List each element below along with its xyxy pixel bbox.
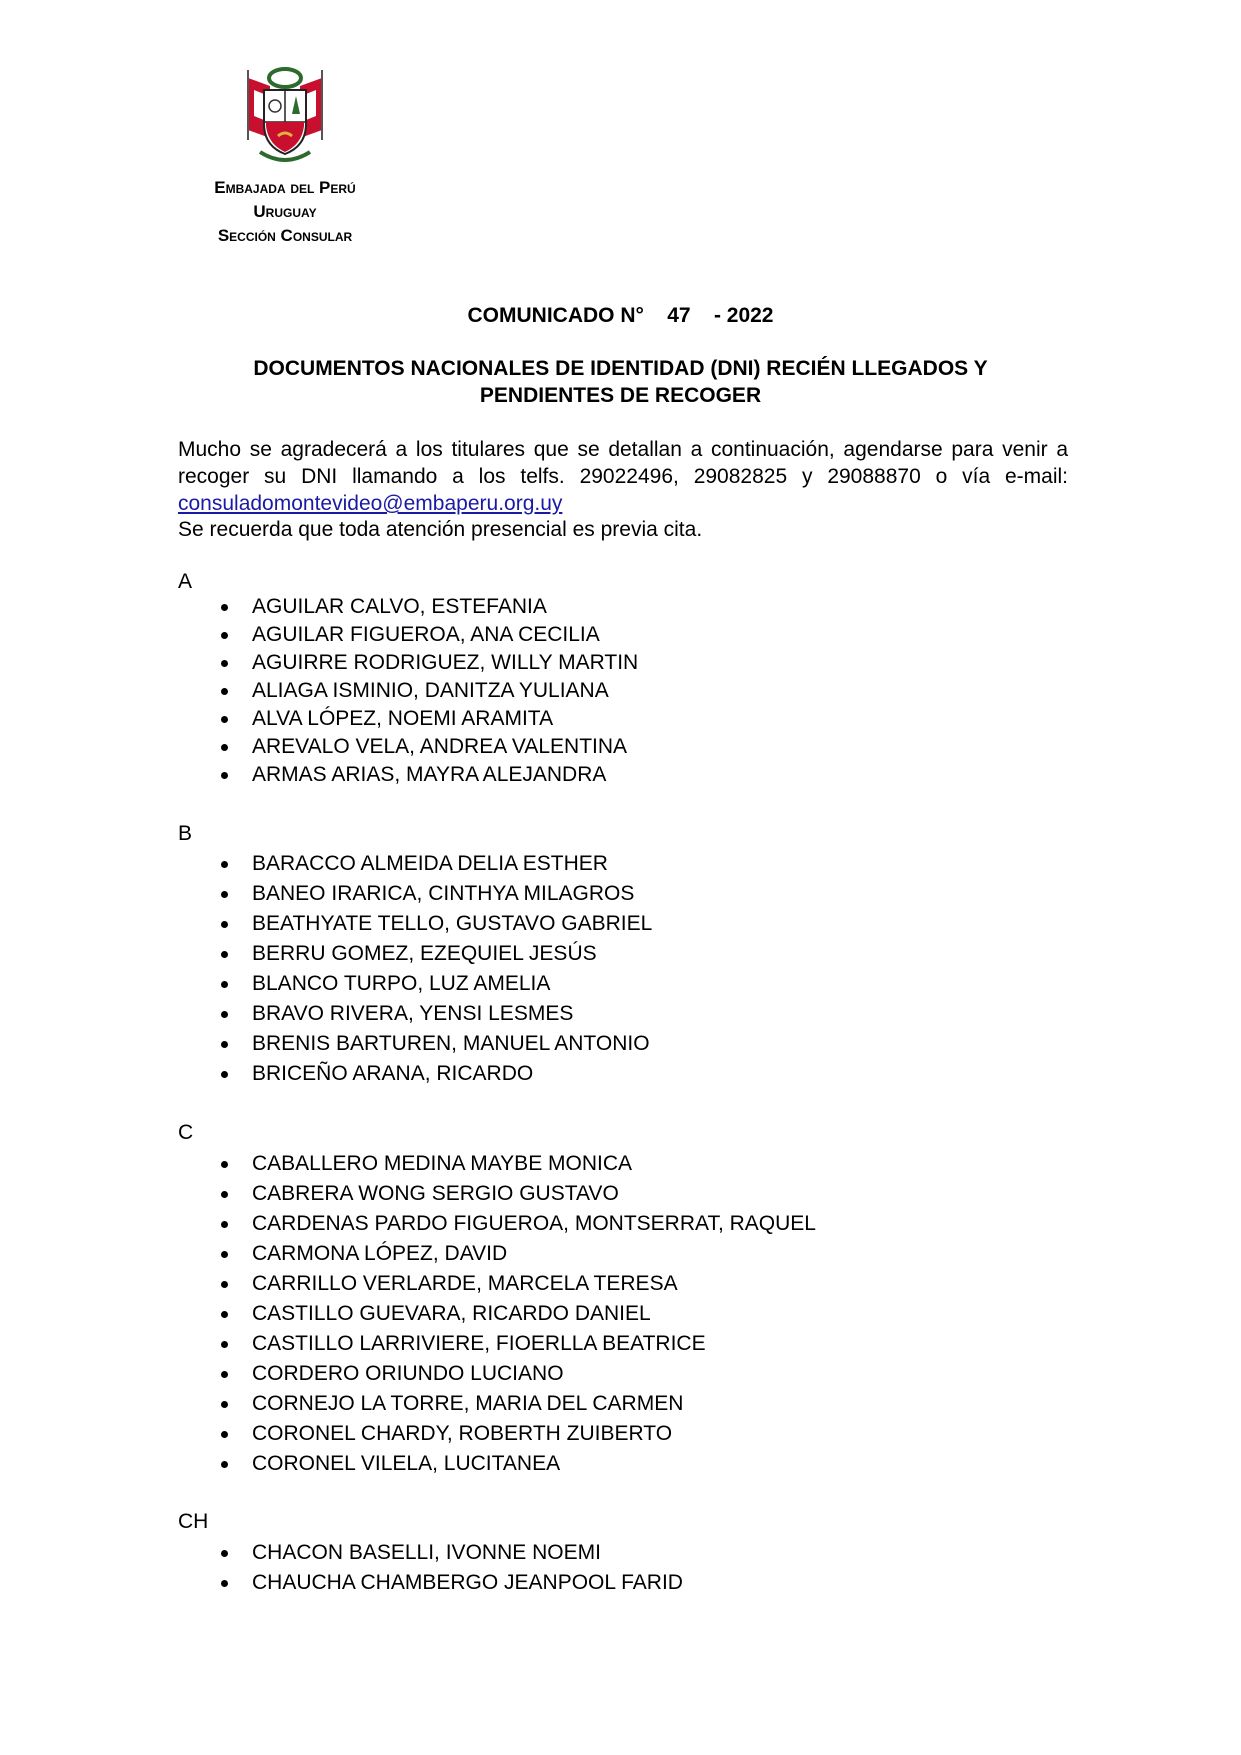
title-line-1: DOCUMENTOS NACIONALES DE IDENTIDAD (DNI) RECIÉN LLEGADOS Y bbox=[253, 357, 988, 380]
list-item: BRAVO RIVERA, YENSI LESMES bbox=[0, 999, 652, 1029]
section-letter-a: A bbox=[178, 570, 193, 593]
embassy-country: Uruguay bbox=[253, 202, 317, 221]
list-item: BRENIS BARTUREN, MANUEL ANTONIO bbox=[0, 1029, 652, 1059]
embassy-section: Sección Consular bbox=[217, 226, 353, 245]
list-item: CHACON BASELLI, IVONNE NOEMI bbox=[0, 1538, 683, 1568]
list-item: BARACCO ALMEIDA DELIA ESTHER bbox=[0, 849, 652, 879]
list-item: CABALLERO MEDINA MAYBE MONICA bbox=[0, 1149, 816, 1179]
list-item: AGUILAR CALVO, ESTEFANIA bbox=[0, 593, 638, 621]
list-item: BRICEÑO ARANA, RICARDO bbox=[0, 1059, 652, 1089]
list-item: CORONEL VILELA, LUCITANEA bbox=[0, 1449, 816, 1479]
list-item: AREVALO VELA, ANDREA VALENTINA bbox=[0, 733, 638, 761]
list-item: CASTILLO GUEVARA, RICARDO DANIEL bbox=[0, 1299, 816, 1329]
list-item: BANEO IRARICA, CINTHYA MILAGROS bbox=[0, 879, 652, 909]
list-item: AGUIRRE RODRIGUEZ, WILLY MARTIN bbox=[0, 649, 638, 677]
list-item: ALIAGA ISMINIO, DANITZA YULIANA bbox=[0, 677, 638, 705]
intro-paragraph bbox=[178, 436, 1068, 517]
name-list-c bbox=[0, 1149, 816, 1479]
list-item: BEATHYATE TELLO, GUSTAVO GABRIEL bbox=[0, 909, 652, 939]
page-title bbox=[200, 355, 1041, 409]
letterhead bbox=[170, 60, 400, 248]
peru-coat-of-arms-icon bbox=[230, 60, 340, 170]
title-line-2: PENDIENTES DE RECOGER bbox=[479, 384, 762, 407]
email-link[interactable]: consuladomontevideo@embaperu.org.uy bbox=[178, 492, 563, 515]
list-item: ALVA LÓPEZ, NOEMI ARAMITA bbox=[0, 705, 638, 733]
embassy-name: Embajada del Perú bbox=[214, 178, 356, 197]
list-item: CHAUCHA CHAMBERGO JEANPOOL FARID bbox=[0, 1568, 683, 1598]
list-item: CORNEJO LA TORRE, MARIA DEL CARMEN bbox=[0, 1389, 816, 1419]
list-item: BERRU GOMEZ, EZEQUIEL JESÚS bbox=[0, 939, 652, 969]
section-letter-ch: CH bbox=[178, 1510, 209, 1533]
list-item: BLANCO TURPO, LUZ AMELIA bbox=[0, 969, 652, 999]
communique-number: COMUNICADO N° 47 - 2022 bbox=[467, 304, 774, 327]
list-item: CORDERO ORIUNDO LUCIANO bbox=[0, 1359, 816, 1389]
appointment-note: Se recuerda que toda atención presencial es previa cita. bbox=[178, 518, 703, 541]
list-item: CORONEL CHARDY, ROBERTH ZUIBERTO bbox=[0, 1419, 816, 1449]
list-item: CARDENAS PARDO FIGUEROA, MONTSERRAT, RAQUEL bbox=[0, 1209, 816, 1239]
section-letter-b: B bbox=[178, 822, 193, 845]
list-item: CABRERA WONG SERGIO GUSTAVO bbox=[0, 1179, 816, 1209]
list-item: CARMONA LÓPEZ, DAVID bbox=[0, 1239, 816, 1269]
section-letter-c: C bbox=[178, 1121, 194, 1144]
name-list-b bbox=[0, 849, 652, 1089]
intro-text: Mucho se agradecerá a los titulares que se detallan a continuación, agendarse para venir a recoger su DNI llamando a los telfs. 29022496, 29082825 y 29088870 o vía e-mail: bbox=[178, 438, 1068, 488]
list-item: ARMAS ARIAS, MAYRA ALEJANDRA bbox=[0, 761, 638, 789]
list-item: AGUILAR FIGUEROA, ANA CECILIA bbox=[0, 621, 638, 649]
list-item: CASTILLO LARRIVIERE, FIOERLLA BEATRICE bbox=[0, 1329, 816, 1359]
name-list-ch bbox=[0, 1538, 683, 1598]
list-item: CARRILLO VERLARDE, MARCELA TERESA bbox=[0, 1269, 816, 1299]
name-list-a bbox=[0, 593, 638, 789]
